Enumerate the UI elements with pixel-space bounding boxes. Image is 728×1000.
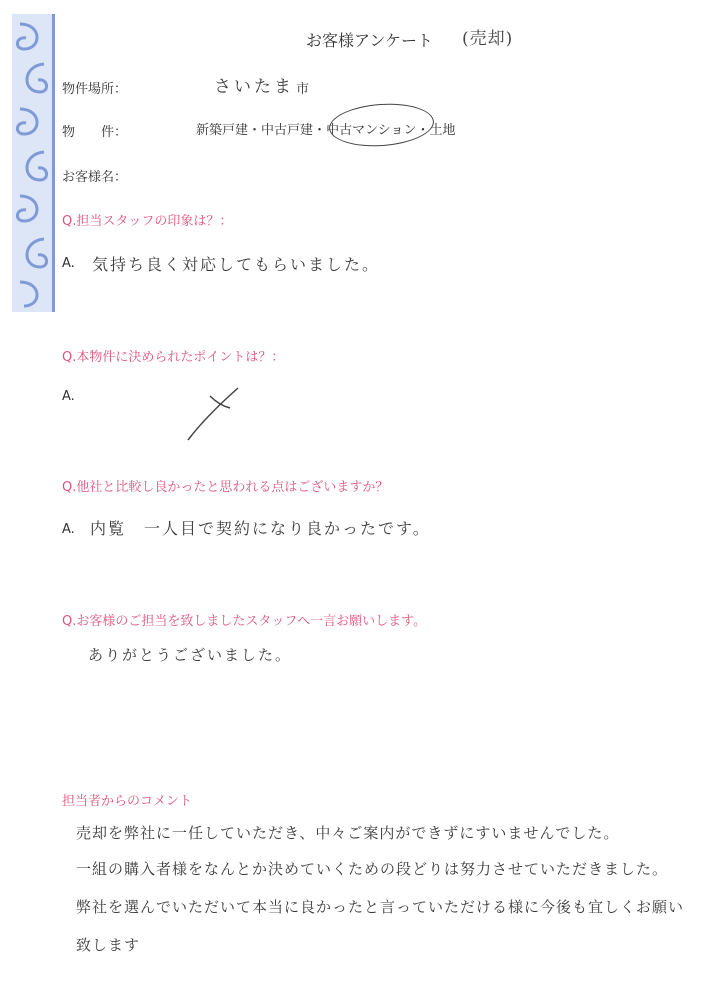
form-title: お客様アンケート <box>306 31 434 50</box>
location-handwritten-value: さいたま <box>214 77 294 97</box>
comment-line-3: 弊社を選んでいただいて本当に良かったと言っていただける様に今後も宜しくお願い <box>76 898 685 916</box>
separator: ・ <box>248 123 262 138</box>
answer-1-prefix: A. <box>62 256 75 271</box>
answer-3-handwritten: 内覧 一人目で契約になり良かったです。 <box>90 519 431 538</box>
separator: ・ <box>313 123 327 138</box>
staff-comment-heading: 担当者からのコメント <box>62 794 193 809</box>
decorative-border <box>12 14 55 312</box>
location-label: 物件場所： <box>62 82 128 97</box>
property-label: 物 件： <box>62 125 128 140</box>
customer-name-label: お客様名： <box>62 170 128 185</box>
option-new-house: 新築戸建 <box>196 123 249 138</box>
option-land: 土地 <box>429 123 456 138</box>
separator: ・ <box>416 123 430 138</box>
question-4: Q.お客様のご担当を致しましたスタッフへ一言お願いします。 <box>62 614 427 629</box>
option-used-house: 中古戸建 <box>261 123 314 138</box>
answer-1-handwritten: 気持ち良く対応してもらいました。 <box>92 255 381 274</box>
answer-2-prefix: A. <box>62 389 75 404</box>
location-suffix: 市 <box>296 82 310 97</box>
question-1: Q.担当スタッフの印象は？： <box>62 214 233 229</box>
selected-circle-mark <box>328 100 436 149</box>
question-3: Q.他社と比較し良かったと思われる点はございますか？ <box>62 480 389 495</box>
answer-4-handwritten: ありがとうございました。 <box>88 646 293 664</box>
handwritten-sale-type: (売却) <box>462 29 514 49</box>
answer-3-prefix: A. <box>62 522 75 537</box>
option-used-condo: 中古マンション <box>326 123 417 138</box>
comment-line-4: 致します <box>76 936 141 954</box>
comment-line-1: 売却を弊社に一任していただき、中々ご案内ができずにすいませんでした。 <box>76 824 620 842</box>
cross-out-mark-icon <box>180 384 244 444</box>
swirl-ornament-icon <box>12 14 52 312</box>
comment-line-2: 一組の購入者様をなんとか決めていくための段どりは努力させていただきました。 <box>76 860 669 878</box>
question-2: Q.本物件に決められたポイントは？： <box>62 350 285 365</box>
